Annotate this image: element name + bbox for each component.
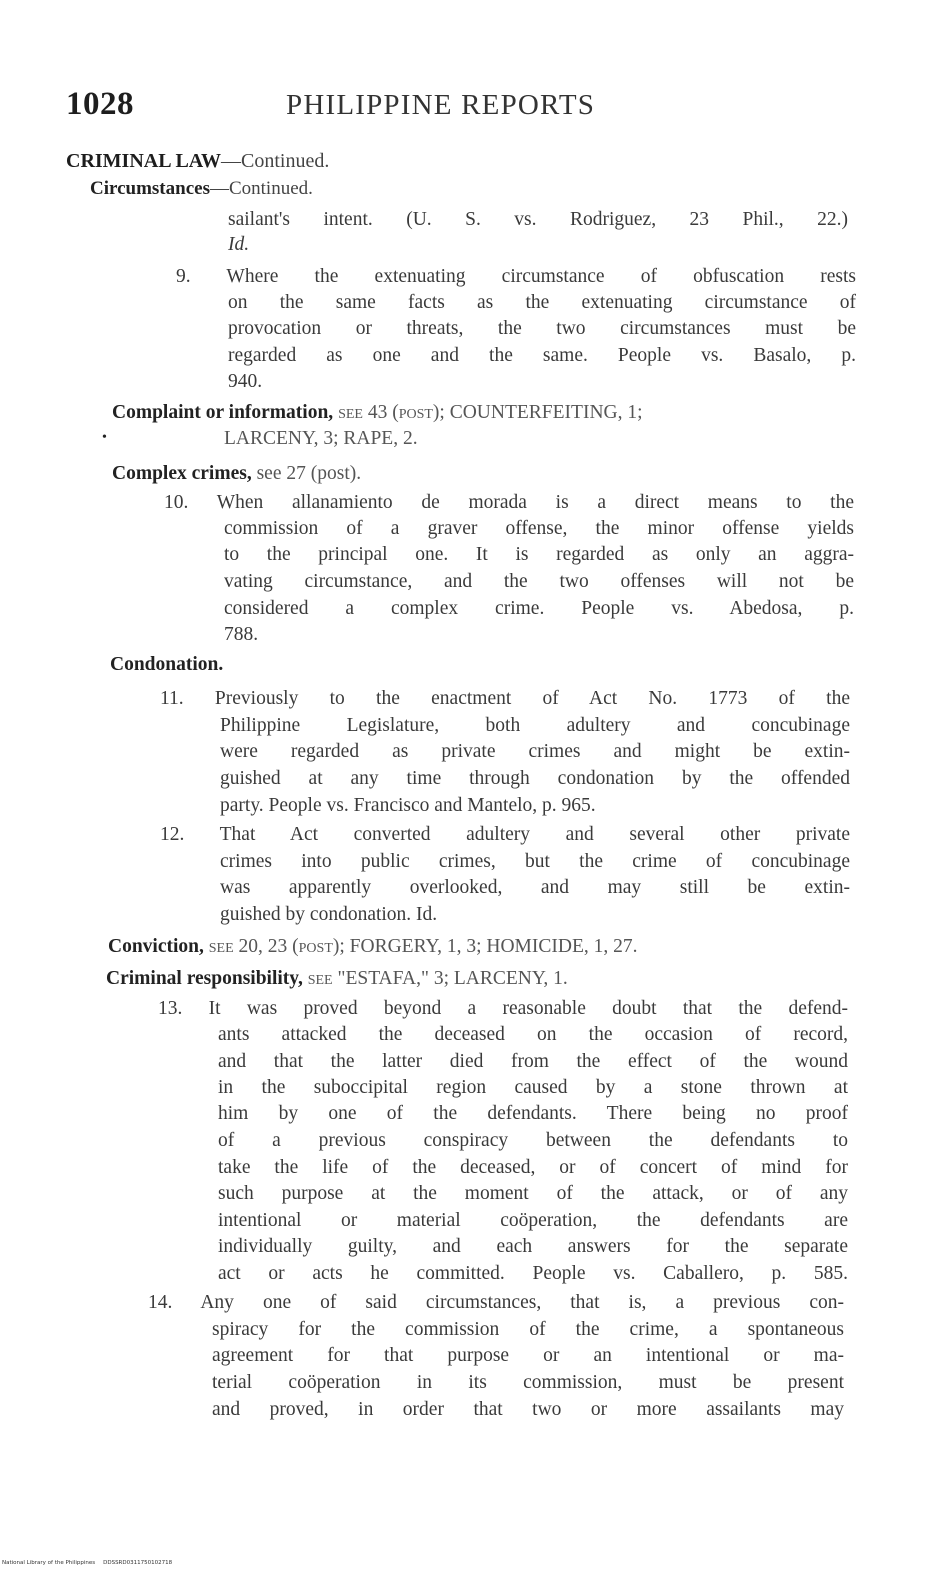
- text-line: sailant's intent. (U. S. vs. Rodriguez, 23 Phil., 22.): [228, 209, 848, 230]
- text-line: and that the latter died from the effect of the wound: [218, 1051, 848, 1072]
- text-line: vating circumstance, and the two offenses will not be: [224, 571, 854, 592]
- entry-11-line: 11. Previously to the enactment of Act No. 1773 of the: [160, 688, 850, 709]
- text-line: crimes into public crimes, but the crime of concubinage: [220, 851, 850, 872]
- text-line: and proved, in order that two or more assailants may: [212, 1399, 844, 1420]
- entry-12-line: 12. That Act converted adultery and several other private: [160, 824, 850, 845]
- text-line: individually guilty, and each answers for the separate: [218, 1236, 848, 1257]
- section-heading-criminal-law: CRIMINAL LAW—Continued.: [66, 150, 330, 172]
- text-line: LARCENY, 3; RAPE, 2.: [224, 428, 418, 449]
- page-number: 1028: [66, 86, 134, 122]
- text-line: of a previous conspiracy between the defendants to: [218, 1130, 848, 1151]
- text-line: Philippine Legislature, both adultery and concubinage: [220, 715, 850, 736]
- footer-library: National Library of the Philippines: [2, 1560, 96, 1566]
- text-line: act or acts he committed. People vs. Caballero, p. 585.: [218, 1263, 848, 1284]
- text-line: ants attacked the deceased on the occasion of record,: [218, 1024, 848, 1045]
- heading-conviction: Conviction, see 20, 23 (post); FORGERY, 1, 3; HOMICIDE, 1, 27.: [108, 936, 638, 957]
- text-line: him by one of the defendants. There being no proof: [218, 1103, 848, 1124]
- text-line: such purpose at the moment of the attack, or of any: [218, 1183, 848, 1204]
- text-line: take the life of the deceased, or of concert of mind for: [218, 1157, 848, 1178]
- heading-complex-crimes: Complex crimes, see 27 (post).: [112, 463, 362, 484]
- entry-13-line: 13. It was proved beyond a reasonable doubt that the defend-: [158, 998, 848, 1019]
- text-line: guished by condonation. Id.: [220, 904, 438, 925]
- entry-14-line: 14. Any one of said circumstances, that is, a previous con-: [148, 1292, 844, 1313]
- subheading-circumstances: Circumstances—Continued.: [90, 178, 313, 199]
- text-line: regarded as one and the same. People vs. Basalo, p.: [228, 345, 856, 366]
- text-line: were regarded as private crimes and might be extin-: [220, 741, 850, 762]
- bullet-mark: •: [102, 430, 107, 445]
- text-line: 788.: [224, 624, 259, 645]
- text-line: to the principal one. It is regarded as only an aggra-: [224, 544, 854, 565]
- footer-code: DDSSRD0311750102718: [103, 1560, 173, 1566]
- text-line: considered a complex crime. People vs. Abedosa, p.: [224, 598, 854, 619]
- entry-9-line: 9. Where the extenuating circumstance of obfuscation rests: [176, 266, 856, 287]
- entry-10-line: 10. When allanamiento de morada is a direct means to the: [164, 492, 854, 513]
- text-line: terial coöperation in its commission, must be present: [212, 1372, 844, 1393]
- text-line: agreement for that purpose or an intentional or ma-: [212, 1345, 844, 1366]
- scan-footer: [2, 1560, 172, 1566]
- text-line: guished at any time through condonation by the offended: [220, 768, 850, 789]
- text-line: 940.: [228, 371, 263, 392]
- heading-criminal-responsibility: Criminal responsibility, see "ESTAFA," 3; LARCENY, 1.: [106, 968, 568, 989]
- text-line: in the suboccipital region caused by a stone thrown at: [218, 1077, 848, 1098]
- heading-condonation: Condonation.: [110, 654, 224, 675]
- heading-complaint-or-information: Complaint or information, see 43 (post); COUNTERFEITING, 1;: [112, 402, 643, 423]
- text-line: was apparently overlooked, and may still be extin-: [220, 877, 850, 898]
- text-line: commission of a graver offense, the minor offense yields: [224, 518, 854, 539]
- text-line: spiracy for the commission of the crime, a spontaneous: [212, 1319, 844, 1340]
- running-title: PHILIPPINE REPORTS: [286, 89, 596, 121]
- text-line: provocation or threats, the two circumstances must be: [228, 318, 856, 339]
- text-line: Id.: [228, 234, 250, 255]
- text-line: party. People vs. Francisco and Mantelo, p. 965.: [220, 795, 596, 816]
- text-line: intentional or material coöperation, the defendants are: [218, 1210, 848, 1231]
- text-line: on the same facts as the extenuating circumstance of: [228, 292, 856, 313]
